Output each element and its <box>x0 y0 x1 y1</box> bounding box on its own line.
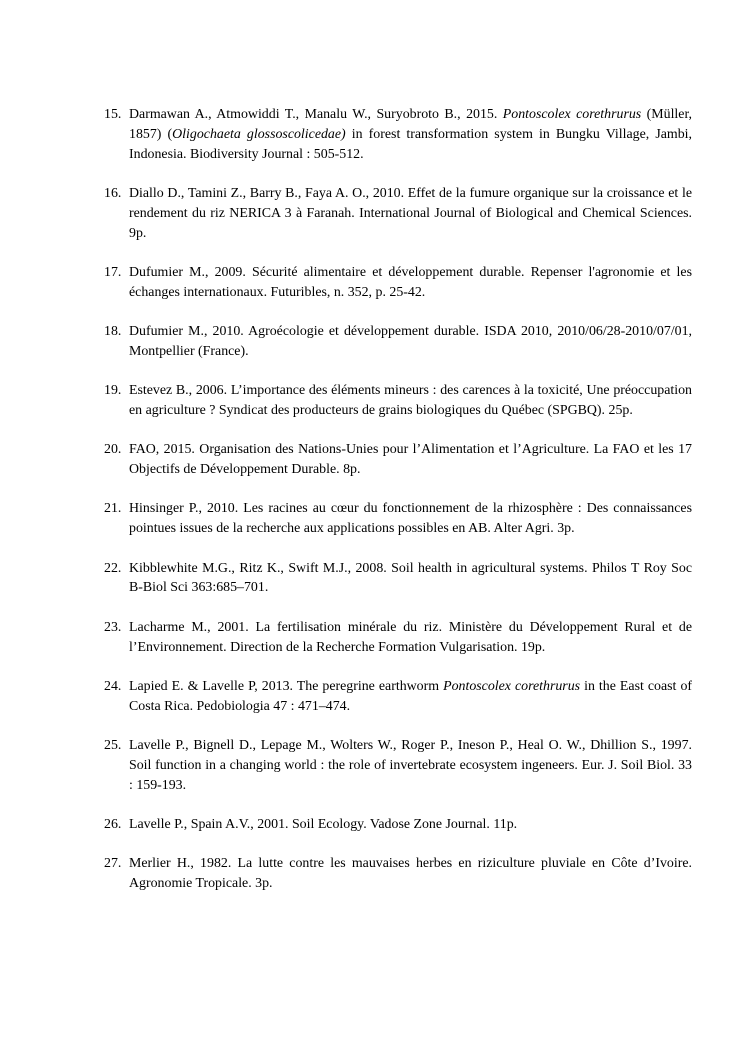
reference-list <box>104 105 692 913</box>
reference-text: Estevez B., 2006. L’importance des éléments mineurs : des carences à la toxicité, Une préoccupation en agriculture ? Syndicat des producteurs de grains biologiques du Québec (SPGBQ). 25p. <box>129 383 692 419</box>
reference-item <box>104 677 692 717</box>
reference-item <box>104 322 692 362</box>
reference-number: 26. <box>104 816 122 832</box>
reference-number: 24. <box>104 678 122 694</box>
reference-number: 23. <box>104 619 122 635</box>
reference-item <box>104 815 692 835</box>
reference-text: Diallo D., Tamini Z., Barry B., Faya A. O., 2010. Effet de la fumure organique sur la croissance et le rendement du riz NERICA 3 à Faranah. International Journal of Biological and Chemical Sciences. 9p. <box>129 186 692 241</box>
reference-number: 16. <box>104 186 122 202</box>
reference-number: 19. <box>104 383 122 399</box>
reference-text: Lapied E. & Lavelle P, 2013. The peregrine earthworm Pontoscolex corethrurus in the East coast of Costa Rica. Pedobiologia 47 : 471–474. <box>129 678 693 714</box>
reference-text: Hinsinger P., 2010. Les racines au cœur du fonctionnement de la rhizosphère : Des connaissances pointues issues de la recherche aux applications possibles en AB. Alter Agri. 3p. <box>129 501 692 537</box>
reference-number: 21. <box>104 501 122 517</box>
reference-item <box>104 381 692 421</box>
reference-item <box>104 499 692 539</box>
reference-number: 18. <box>104 324 122 340</box>
reference-item <box>104 618 692 658</box>
reference-item <box>104 263 692 303</box>
reference-item <box>104 559 692 599</box>
reference-number: 27. <box>104 856 122 872</box>
reference-item <box>104 854 692 894</box>
reference-text: Lacharme M., 2001. La fertilisation minérale du riz. Ministère du Développement Rural et de l’Environnement. Direction de la Recherche Formation Vulgarisation. 19p. <box>129 619 692 655</box>
reference-text: Merlier H., 1982. La lutte contre les mauvaises herbes en riziculture pluviale en Côte d’Ivoire. Agronomie Tropicale. 3p. <box>129 856 692 892</box>
reference-text: FAO, 2015. Organisation des Nations-Unies pour l’Alimentation et l’Agriculture. La FAO et les 17 Objectifs de Développement Durable. 8p. <box>129 442 692 478</box>
reference-item <box>104 440 692 480</box>
reference-text: Lavelle P., Spain A.V., 2001. Soil Ecology. Vadose Zone Journal. 11p. <box>129 816 518 832</box>
reference-number: 15. <box>104 107 122 122</box>
reference-text: Lavelle P., Bignell D., Lepage M., Wolters W., Roger P., Ineson P., Heal O. W., Dhillion S., 1997. Soil function in a changing world : the role of invertebrate ecosystem ingeneers. Eur. J. Soil Biol. 33 : 159-193. <box>129 737 692 793</box>
reference-item <box>104 105 692 165</box>
reference-number: 17. <box>104 265 122 281</box>
reference-item <box>104 736 692 796</box>
reference-text: Darmawan A., Atmowiddi T., Manalu W., Suryobroto B., 2015. Pontoscolex corethrurus (Müller, 1857) (Oligochaeta glossoscolicedae) in forest transformation system in Bungku Village, Jambi, Indonesia. Biodiversity Journal : 505-512. <box>129 107 692 162</box>
reference-number: 22. <box>104 560 122 576</box>
reference-item <box>104 184 692 244</box>
reference-number: 25. <box>104 737 122 753</box>
reference-text: Kibblewhite M.G., Ritz K., Swift M.J., 2008. Soil health in agricultural systems. Philos T Roy Soc B-Biol Sci 363:685–701. <box>129 560 692 596</box>
reference-text: Dufumier M., 2009. Sécurité alimentaire et développement durable. Repenser l'agronomie et les échanges internationaux. Futuribles, n. 352, p. 25-42. <box>129 265 692 300</box>
reference-number: 20. <box>104 442 122 458</box>
reference-text: Dufumier M., 2010. Agroécologie et développement durable. ISDA 2010, 2010/06/28-2010/07/01, Montpellier (France). <box>129 324 692 360</box>
